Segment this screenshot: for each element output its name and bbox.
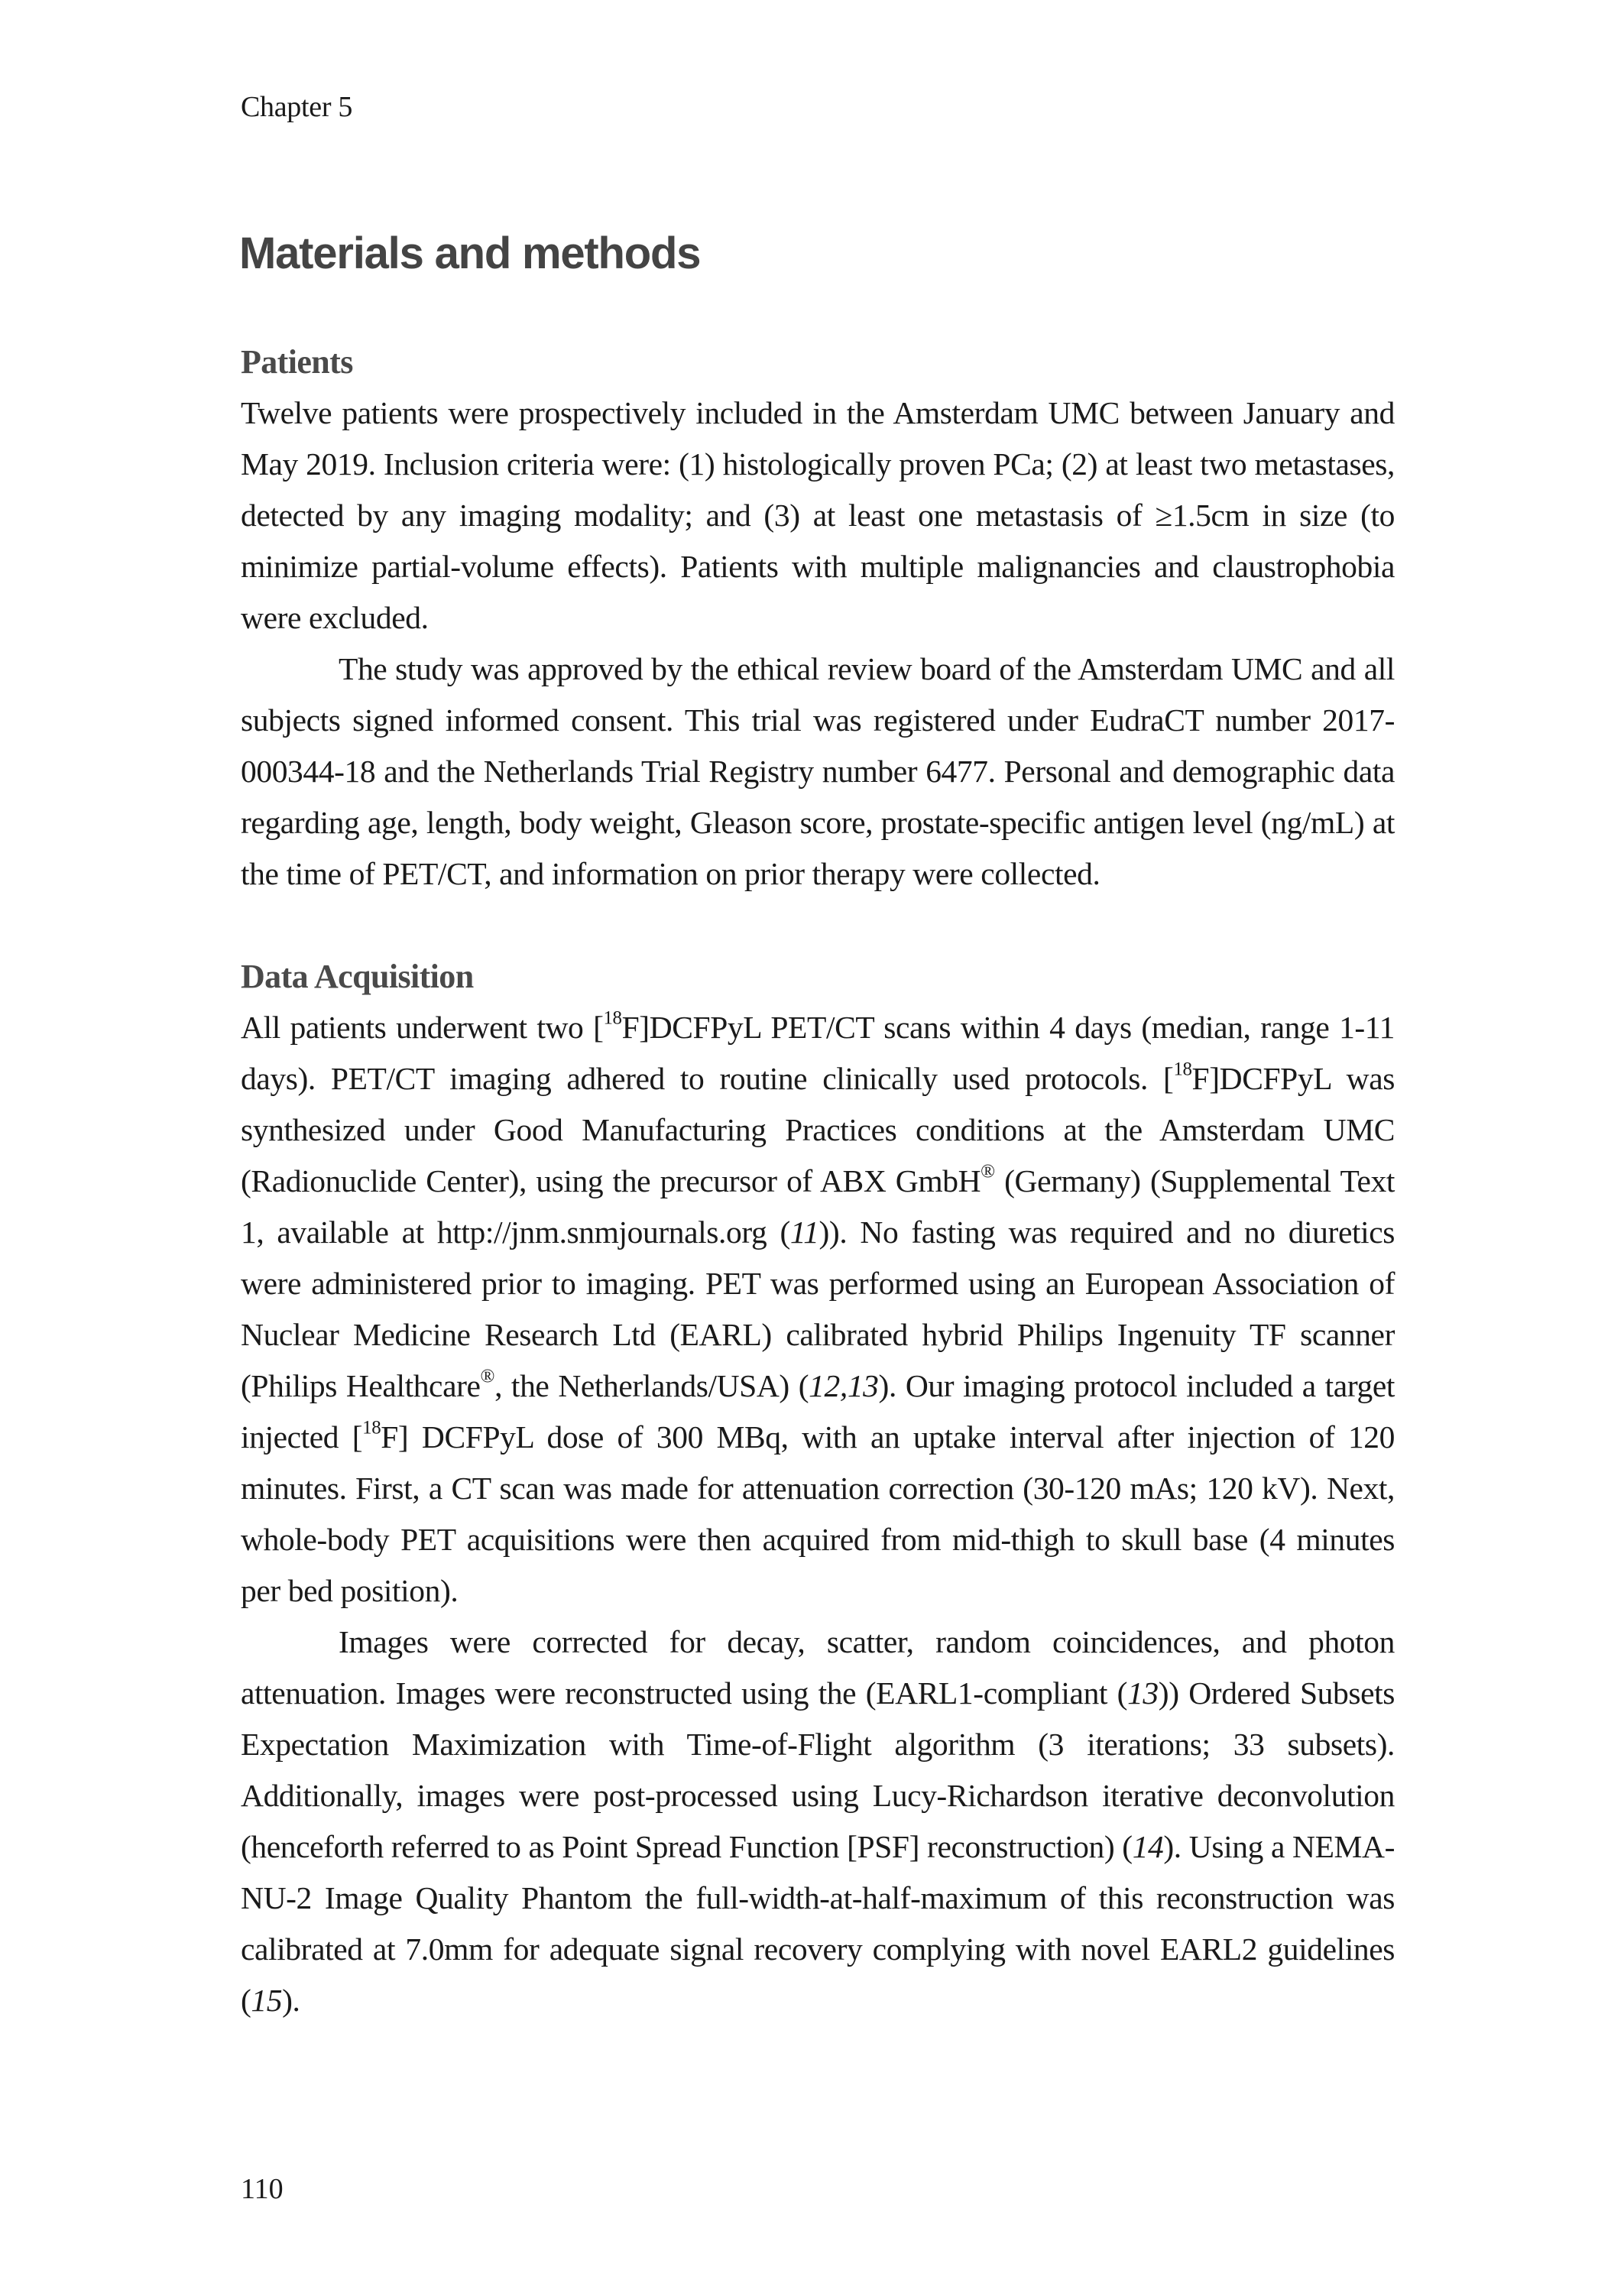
paragraph [241, 1002, 1395, 1617]
paragraph: Twelve patients were prospectively included in the Amsterdam UMC between January and May 2019. Inclusion criteria were: (1) histologically proven PCa; (2) at least two metastases, detected by any imaging modality; and (3) at least one metastasis of ≥1.5cm in size (to minimize partial-volume effects). Patients with multiple malignancies and claustrophobia were excluded. [241, 395, 1395, 635]
paragraph [241, 1617, 1395, 2026]
isotope-superscript: 18 [362, 1417, 381, 1438]
section-title: Materials and methods [239, 229, 701, 278]
text-run: ). Our imaging protocol included a target injected [ [241, 1368, 1395, 1455]
text-run: , the Netherlands/USA) ( [494, 1368, 809, 1403]
subsection-heading: Data Acquisition [241, 958, 474, 995]
paragraph: The study was approved by the ethical review board of the Amsterdam UMC and all subjects signed informed consent. This trial was registered under EudraCT number 2017-000344-18 and the Netherlands Trial Registry number 6477. Personal and demographic data regarding age, length, body weight, Gleason score, prostate-specific antigen level (ng/mL) at the time of PET/CT, and information on prior therapy were collected. [241, 651, 1395, 891]
text-run: F]DCFPyL was synthesized under Good Manufacturing Practices conditions at the Amsterdam UMC (Radionuclide Center), using the precursor of ABX GmbH [241, 1061, 1395, 1198]
subsection-heading: Patients [241, 343, 353, 381]
isotope-superscript: 18 [603, 1007, 622, 1029]
text-run: All patients underwent two [ [241, 1010, 604, 1045]
registered-mark: ® [981, 1161, 995, 1182]
text-run: )) Ordered Subsets Expectation Maximization with Time-of-Flight algorithm (3 iterations; 33 subsets). Additionally, images were post-processed using Lucy-Richardson iterative deconvolution (henceforth referred to as Point Spread Function [PSF] reconstruction) ( [241, 1675, 1395, 1864]
running-head: Chapter 5 [241, 91, 353, 123]
subsection-patients [241, 336, 1395, 900]
citation-ref: 13 [1127, 1675, 1159, 1711]
text-run: )). No fasting was required and no diuretics were administered prior to imaging. PET was performed using an European Association of Nuclear Medicine Research Ltd (EARL) calibrated hybrid Philips Ingenuity TF scanner (Philips Healthcare [241, 1215, 1395, 1403]
text-run: F] DCFPyL dose of 300 MBq, with an uptake interval after injection of 120 minutes. First, a CT scan was made for attenuation correction (30-120 mAs; 120 kV). Next, whole-body PET acquisitions were then acquired from mid-thigh to skull base (4 minutes per bed position). [241, 1419, 1395, 1608]
text-run: F]DCFPyL PET/CT scans within 4 days (median, range 1-11 days). PET/CT imaging adhered to routine clinically used protocols. [ [241, 1010, 1395, 1096]
text-run: Images were corrected for decay, scatter, random coincidences, and photon attenuation. Images were reconstructed using the (EARL1-compliant ( [241, 1624, 1395, 1711]
section-spacer [241, 900, 1395, 951]
citation-ref: 15 [251, 1983, 283, 2018]
citation-ref: 12,13 [809, 1368, 879, 1403]
isotope-superscript: 18 [1173, 1059, 1192, 1080]
text-run: ). Using a NEMA-NU-2 Image Quality Phantom the full-width-at-half-maximum of this reconstruction was calibrated at 7.0mm for adequate signal recovery complying with novel EARL2 guidelines ( [241, 1829, 1395, 2018]
text-run: (Germany) (Supplemental Text 1, available at http://jnm.snmjournals.org ( [241, 1163, 1395, 1250]
citation-ref: 11 [789, 1215, 819, 1250]
body-content [241, 336, 1395, 2026]
page-number: 110 [241, 2173, 284, 2205]
citation-ref: 14 [1132, 1829, 1164, 1864]
text-run: ). [282, 1983, 300, 2018]
subsection-data-acquisition [241, 951, 1395, 2026]
registered-mark: ® [480, 1366, 495, 1387]
